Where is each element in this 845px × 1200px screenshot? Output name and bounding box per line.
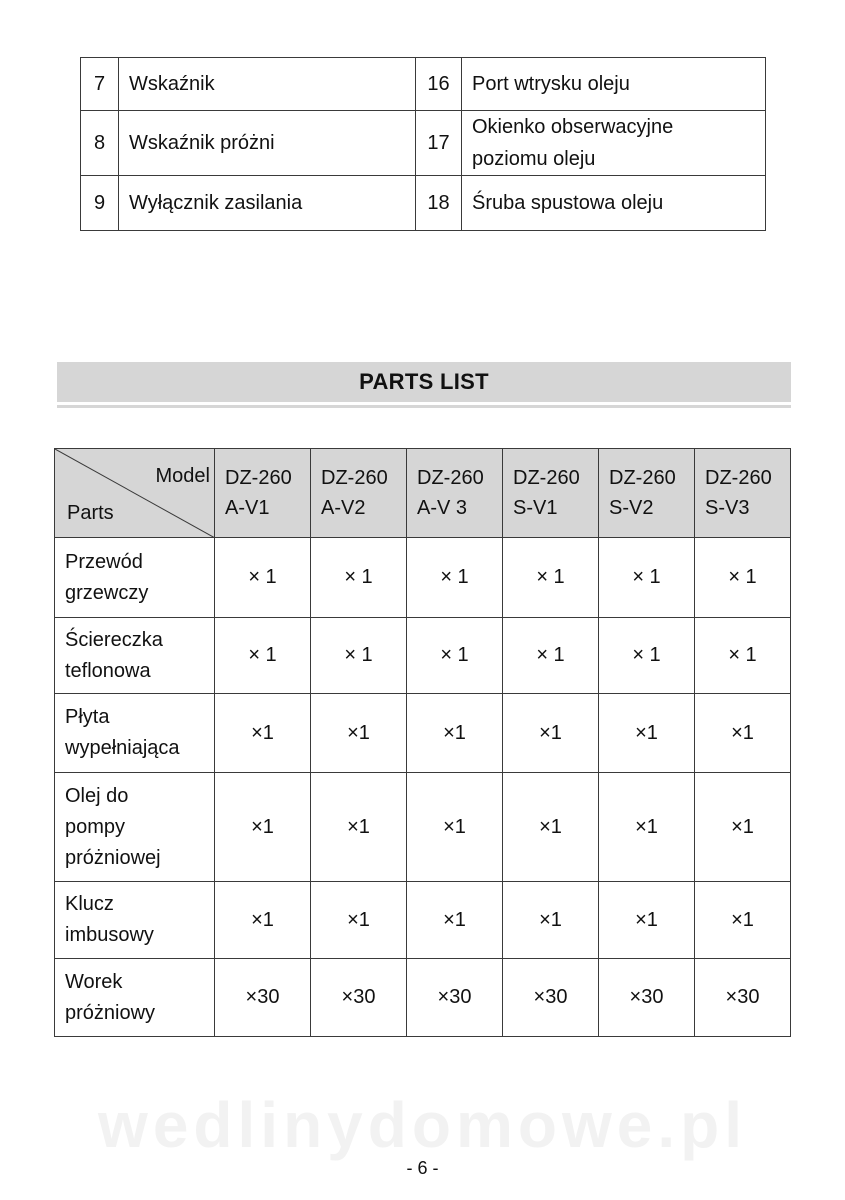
quantity-cell: ×30 [695, 959, 791, 1037]
table-row [81, 111, 766, 176]
model-header [599, 449, 695, 538]
model-name: DZ-260 [321, 467, 388, 489]
quantity-cell: ×1 [215, 773, 311, 882]
quantity-cell: ×1 [503, 773, 599, 882]
table-row [81, 176, 766, 231]
part-name [55, 773, 215, 882]
quantity-cell: ×1 [311, 773, 407, 882]
quantity-cell: ×1 [599, 694, 695, 773]
quantity-cell: × 1 [215, 618, 311, 694]
quantity-cell: ×1 [215, 882, 311, 959]
part-name-line: imbusowy [65, 924, 154, 946]
item-label [462, 111, 766, 176]
part-name-line: Płyta [65, 706, 110, 728]
item-label: Wskaźnik próżni [119, 111, 416, 176]
quantity-cell: ×1 [599, 882, 695, 959]
item-number: 8 [81, 111, 119, 176]
model-header [503, 449, 599, 538]
quantity-cell: ×1 [695, 882, 791, 959]
part-name [55, 538, 215, 618]
quantity-cell: ×1 [407, 773, 503, 882]
quantity-cell: ×1 [215, 694, 311, 773]
part-name-line: Worek [65, 970, 123, 993]
table-row [55, 959, 791, 1037]
part-name [55, 618, 215, 694]
model-axis-label: Model [155, 465, 210, 487]
part-name-line: wypełniająca [65, 737, 180, 759]
quantity-cell: ×1 [503, 882, 599, 959]
model-name: DZ-260 [417, 467, 484, 489]
model-name: DZ-260 [225, 467, 292, 489]
part-name-line: grzewczy [65, 581, 149, 604]
quantity-cell: ×1 [599, 773, 695, 882]
model-header [407, 449, 503, 538]
part-name [55, 882, 215, 959]
quantity-cell: × 1 [599, 618, 695, 694]
quantity-cell: ×1 [311, 694, 407, 773]
item-label: Wskaźnik [119, 58, 416, 111]
table-row [55, 882, 791, 959]
item-label: Wyłącznik zasilania [119, 176, 416, 231]
item-label: Śruba spustowa oleju [462, 176, 766, 231]
table-row [55, 618, 791, 694]
quantity-cell: × 1 [407, 618, 503, 694]
quantity-cell: ×30 [503, 959, 599, 1037]
quantity-cell: ×30 [311, 959, 407, 1037]
component-legend-table [80, 57, 766, 231]
item-number: 9 [81, 176, 119, 231]
quantity-cell: × 1 [599, 538, 695, 618]
table-row [81, 58, 766, 111]
quantity-cell: ×1 [407, 882, 503, 959]
table-row [55, 773, 791, 882]
model-name: DZ-260 [513, 467, 580, 489]
part-name-line: próżniowej [65, 846, 161, 869]
table-header-row [55, 449, 791, 538]
item-number: 7 [81, 58, 119, 111]
part-name-line: Przewód [65, 550, 143, 573]
quantity-cell: × 1 [311, 618, 407, 694]
quantity-cell: ×1 [695, 773, 791, 882]
quantity-cell: ×30 [599, 959, 695, 1037]
quantity-cell: × 1 [407, 538, 503, 618]
part-name-line: teflonowa [65, 659, 151, 682]
item-label-line: poziomu oleju [472, 148, 596, 170]
part-name [55, 694, 215, 773]
part-name [55, 959, 215, 1037]
item-number: 16 [416, 58, 462, 111]
quantity-cell: ×1 [311, 882, 407, 959]
item-number: 18 [416, 176, 462, 231]
table-row [55, 694, 791, 773]
model-variant: S-V3 [705, 497, 750, 519]
quantity-cell: ×1 [407, 694, 503, 773]
part-name-line: Klucz [65, 893, 114, 915]
watermark: wedlinydomowe.pl [98, 1089, 747, 1161]
quantity-cell: ×30 [407, 959, 503, 1037]
heading-underline [57, 405, 791, 408]
model-header [311, 449, 407, 538]
model-variant: A-V1 [225, 497, 270, 519]
quantity-cell: × 1 [311, 538, 407, 618]
quantity-cell: ×1 [695, 694, 791, 773]
page-number: - 6 - [406, 1158, 439, 1178]
quantity-cell: ×1 [503, 694, 599, 773]
model-name: DZ-260 [705, 467, 772, 489]
item-label: Port wtrysku oleju [462, 58, 766, 111]
item-label-line: Okienko obserwacyjne [472, 116, 674, 138]
item-number: 17 [416, 111, 462, 176]
model-header [215, 449, 311, 538]
model-header [695, 449, 791, 538]
part-name-line: próżniowy [65, 1001, 156, 1024]
quantity-cell: × 1 [695, 538, 791, 618]
parts-list-table [54, 448, 791, 1037]
model-variant: A-V2 [321, 497, 366, 519]
header-corner-cell [55, 449, 215, 538]
part-name-line: pompy [65, 815, 126, 838]
section-heading: PARTS LIST [57, 362, 791, 402]
model-variant: S-V2 [609, 497, 654, 519]
quantity-cell: × 1 [215, 538, 311, 618]
quantity-cell: × 1 [503, 538, 599, 618]
parts-axis-label: Parts [67, 502, 114, 524]
table-row [55, 538, 791, 618]
model-variant: S-V1 [513, 497, 558, 519]
part-name-line: Olej do [65, 784, 129, 807]
model-name: DZ-260 [609, 467, 676, 489]
quantity-cell: × 1 [503, 618, 599, 694]
model-variant: A-V 3 [417, 497, 468, 519]
quantity-cell: ×30 [215, 959, 311, 1037]
part-name-line: Ściereczka [65, 628, 163, 651]
quantity-cell: × 1 [695, 618, 791, 694]
